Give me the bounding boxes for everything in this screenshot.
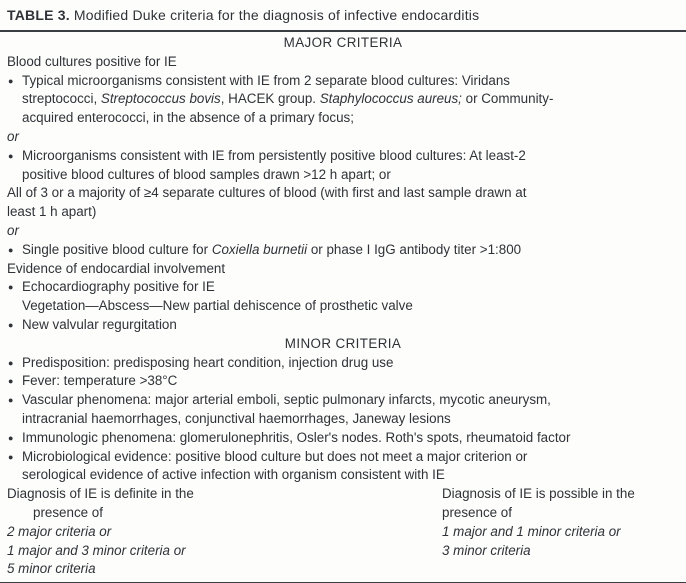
text-segment: or [7,222,19,238]
bullet-icon: ● [8,319,14,330]
bullet-icon: ● [8,75,14,86]
criteria-line [7,90,679,109]
text-segment: 3 minor criteria [442,542,531,558]
section-heading [7,335,679,354]
text-segment: intracranial haemorrhages, conjunctival haemorrhages, Janeway lesions [22,410,451,426]
criteria-line [7,72,679,91]
criteria-line [7,241,679,260]
text-segment: , HACEK group. [220,91,320,107]
criteria-line [442,485,679,504]
text-segment: presence of [33,504,103,520]
bullet-icon: ● [8,395,14,406]
criteria-line [7,485,442,504]
diagnosis-summary [0,485,686,579]
section-heading [7,34,679,53]
text-segment: New valvular regurgitation [22,316,177,332]
criteria-line [7,504,442,523]
criteria-line [7,410,679,429]
text-segment: Microorganisms consistent with IE from persistently positive blood cultures: At least-2 [22,147,526,163]
criteria-line [7,560,442,579]
table-title-text: Modified Duke criteria for the diagnosis of infective endocarditis [73,7,480,23]
diagnosis-definite-column [7,485,442,579]
bullet-icon: ● [8,376,14,387]
criteria-line [7,448,679,467]
criteria-line [7,354,679,373]
text-segment: Predisposition: predisposing heart condition, injection drug use [22,354,394,370]
criteria-line [7,372,679,391]
text-segment: or Community- [461,91,554,107]
bullet-icon: ● [8,432,14,443]
criteria-line [7,109,679,128]
text-segment: presence of [442,504,512,520]
text-segment: Staphylococcus aureus; [319,91,462,107]
criteria-line [7,53,679,72]
table-title [0,0,686,32]
criteria-line [442,542,679,561]
criteria-line [7,147,679,166]
criteria-line [7,429,679,448]
bullet-icon: ● [8,357,14,368]
criteria-line [7,297,679,316]
text-segment: serological evidence of active infection with organism consistent with IE [22,467,445,483]
text-segment: streptococci, [22,91,101,107]
criteria-line [442,504,679,523]
diagnosis-possible-column [442,485,679,579]
bullet-icon: ● [8,150,14,161]
text-segment: Streptococcus bovis [100,91,221,107]
table-title-label: TABLE 3. [7,7,70,23]
text-segment: Blood cultures positive for IE [7,53,177,69]
text-segment: Single positive blood culture for [22,241,212,257]
text-segment: Evidence of endocardial involvement [7,260,226,276]
criteria-list [0,32,686,485]
text-segment: or phase I IgG antibody titer >1:800 [307,241,522,257]
text-segment: MINOR CRITERIA [284,335,402,351]
text-segment: Immunologic phenomena: glomerulonephritis, Osler's nodes. Roth's spots, rheumatoid factor [22,429,571,445]
text-segment: or [7,128,19,144]
text-segment: 2 major criteria or [7,523,112,539]
criteria-line [7,542,442,561]
criteria-line [7,466,679,485]
text-segment: MAJOR CRITERIA [283,35,403,50]
text-segment: 5 minor criteria [7,561,96,577]
text-segment: Vascular phenomena: major arterial emboli, septic pulmonary infarcts, mycotic aneurysm, [22,392,551,408]
criteria-line [7,260,679,279]
criteria-line [7,166,679,185]
criteria-line [7,523,442,542]
text-segment: Diagnosis of IE is definite in the [7,486,194,502]
text-segment: Microbiological evidence: positive blood culture but does not meet a major criterion or [22,448,528,464]
criteria-line [442,523,679,542]
text-segment: All of 3 or a majority of ≥4 separate cultures of blood (with first and last sample drawn at [7,185,527,201]
text-segment: acquired enterococci, in the absence of a primary focus; [22,110,354,126]
criteria-line [7,316,679,335]
text-segment: Vegetation—Abscess—New partial dehiscence of prosthetic valve [22,298,413,314]
text-segment: 1 major and 3 minor criteria or [7,542,186,558]
criteria-line [7,128,679,147]
text-segment: Echocardiography positive for IE [22,279,215,295]
text-segment: 1 major and 1 minor criteria or [442,523,621,539]
text-segment: Fever: temperature >38°C [22,373,178,389]
bullet-icon: ● [8,451,14,462]
text-segment: Typical microorganisms consistent with IE from 2 separate blood cultures: Viridans [22,72,510,88]
criteria-line [7,391,679,410]
criteria-line [7,184,679,203]
bullet-icon: ● [8,244,14,255]
text-segment: positive blood cultures of blood samples drawn >12 h apart; or [22,166,391,182]
criteria-line [7,203,679,222]
criteria-line [7,278,679,297]
criteria-line [7,222,679,241]
text-segment: Diagnosis of IE is possible in the [442,486,635,502]
bullet-icon: ● [8,282,14,293]
text-segment: least 1 h apart) [7,204,97,220]
text-segment: Coxiella burnetii [211,241,308,257]
